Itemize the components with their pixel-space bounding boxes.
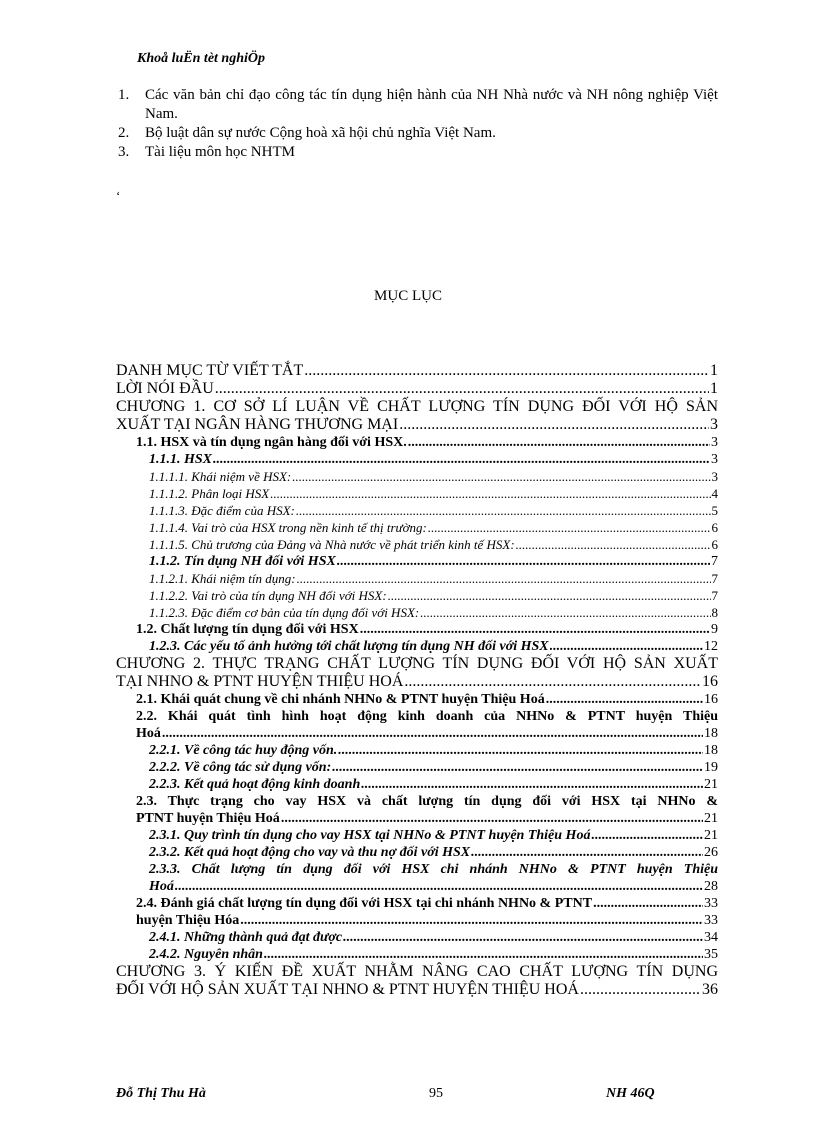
- toc-entry-text: XUẤT TẠI NGÂN HÀNG THƯƠNG MẠI: [116, 416, 399, 433]
- toc-entry: [116, 793, 718, 827]
- toc-page-number: 3: [711, 469, 718, 484]
- dot-leader: [162, 725, 703, 742]
- dot-leader: [420, 604, 710, 621]
- toc-entry: [116, 570, 718, 587]
- toc-entry-text: 1.1.1.3. Đặc điểm của HSX:: [149, 503, 295, 518]
- toc-entry: [116, 929, 718, 946]
- dot-leader: [240, 912, 703, 929]
- dot-leader: [546, 691, 703, 708]
- toc-entry: [116, 536, 718, 553]
- dot-leader: [304, 362, 709, 380]
- document-header: Khoå luËn tèt nghiÖp: [137, 51, 265, 66]
- dot-leader: [408, 434, 710, 451]
- toc-entry-text: DANH MỤC TỪ VIẾT TẮT: [116, 362, 304, 379]
- dot-leader: [296, 502, 711, 519]
- toc-entry-text-line1: CHƯƠNG 2. THỰC TRẠNG CHẤT LƯỢNG TÍN DỤNG ĐỐI VỚI HỘ SẢN XUẤT: [116, 655, 718, 672]
- toc-page-number: 21: [704, 811, 718, 826]
- toc-entry-text: 2.4.2. Nguyên nhân: [149, 947, 263, 962]
- footer-author: Đỗ Thị Thu Hà: [116, 1086, 206, 1101]
- toc-entry-text: 2.4.1. Những thành quả đạt được: [149, 930, 343, 945]
- toc-entry: [116, 742, 718, 759]
- toc-page-number: 4: [711, 486, 718, 501]
- toc-page-number: 21: [704, 777, 718, 792]
- toc-page-number: 21: [704, 828, 718, 843]
- toc-entry-text: 1.2. Chất lượng tín dụng đối với HSX: [136, 622, 359, 637]
- toc-entry: [116, 655, 718, 691]
- footer-class: NH 46Q: [606, 1086, 655, 1101]
- dot-leader: [399, 416, 709, 434]
- dot-leader: [297, 570, 711, 587]
- reference-number: 2.: [118, 125, 130, 141]
- toc-entry: [116, 380, 718, 398]
- toc-entry-text-line1: 2.3. Thực trạng cho vay HSX và chất lượng tín dụng đối với HSX tại NHNo &: [136, 794, 718, 809]
- toc-entry: [116, 776, 718, 793]
- toc-page-number: 19: [704, 760, 718, 775]
- dot-leader: [404, 673, 701, 691]
- reference-item: [118, 124, 718, 143]
- toc-page-number: 7: [711, 571, 718, 586]
- reference-list: [118, 86, 718, 162]
- toc-page-number: 16: [704, 692, 718, 707]
- toc-entry-text: 1.1.2.2. Vai trò của tín dụng NH đối với HSX:: [149, 588, 387, 603]
- toc-entry: [116, 691, 718, 708]
- toc-entry: [116, 946, 718, 963]
- toc-entry: [116, 519, 718, 536]
- toc-entry: [116, 604, 718, 621]
- toc-entry: [116, 759, 718, 776]
- toc-entry: [116, 844, 718, 861]
- toc-entry-text-line1: CHƯƠNG 3. Ý KIẾN ĐỀ XUẤT NHẰM NÂNG CAO CHẤT LƯỢNG TÍN DỤNG: [116, 963, 718, 980]
- toc-page-number: 33: [704, 913, 718, 928]
- toc-entry-text: 1.1.1.4. Vai trò của HSX trong nền kinh tế thị trường:: [149, 520, 427, 535]
- toc-entry: [116, 708, 718, 742]
- dot-leader: [580, 981, 701, 999]
- reference-number: 1.: [118, 87, 130, 103]
- dot-leader: [516, 536, 711, 553]
- toc-entry: [116, 963, 718, 999]
- dot-leader: [343, 929, 703, 946]
- dot-leader: [593, 895, 703, 912]
- toc-entry-text: 1.1.1.1. Khái niệm về HSX:: [149, 469, 292, 484]
- footer-page-number: 95: [429, 1086, 443, 1101]
- toc-page-number: 3: [710, 416, 718, 433]
- toc-page-number: 6: [711, 537, 718, 552]
- reference-number: 3.: [118, 144, 130, 160]
- toc-entry: [116, 502, 718, 519]
- dot-leader: [292, 468, 710, 485]
- toc-page-number: 33: [704, 896, 718, 911]
- toc-entry-text-line1: CHƯƠNG 1. CƠ SỞ LÍ LUẬN VỀ CHẤT LƯỢNG TÍN DỤNG ĐỐI VỚI HỘ SẢN: [116, 398, 718, 415]
- toc-entry-text: LỜI NÓI ĐẦU: [116, 380, 214, 397]
- dot-leader: [270, 485, 710, 502]
- toc-entry-text: huyện Thiệu Hóa: [136, 913, 240, 928]
- toc-entry-text: TẠI NHNO & PTNT HUYỆN THIỆU HOÁ: [116, 673, 404, 690]
- dot-leader: [550, 638, 703, 655]
- dot-leader: [281, 810, 703, 827]
- toc-entry-text: 1.1.1. HSX: [149, 452, 213, 467]
- toc-entry-text: 2.3.2. Kết quả hoạt động cho vay và thu nợ đối với HSX: [149, 845, 471, 860]
- toc-entry-text: 1.1.2. Tín dụng NH đối với HSX: [149, 554, 336, 569]
- dot-leader: [388, 587, 711, 604]
- dot-leader: [428, 519, 711, 536]
- toc-entry: [116, 434, 718, 451]
- toc-title: MỤC LỤC: [374, 288, 442, 304]
- toc-entry-text: 2.2.1. Về công tác huy động vốn.: [149, 743, 338, 758]
- toc-page-number: 16: [702, 673, 718, 690]
- toc-entry-text: 1.1.1.2. Phân loại HSX: [149, 486, 270, 501]
- toc-entry-text: 2.1. Khái quát chung về chi nhánh NHNo & PTNT huyện Thiệu Hoá: [136, 692, 545, 707]
- toc-entry-text: ĐỐI VỚI HỘ SẢN XUẤT TẠI NHNO & PTNT HUYỆN THIỆU HOÁ: [116, 981, 579, 998]
- toc-entry-text: 2.4. Đánh giá chất lượng tín dụng đối với HSX tại chi nhánh NHNo & PTNT: [136, 896, 593, 911]
- toc-page-number: 1: [710, 362, 718, 379]
- dot-leader: [215, 380, 709, 398]
- toc-page-number: 18: [704, 743, 718, 758]
- dot-leader: [591, 827, 703, 844]
- toc-entry: [116, 485, 718, 502]
- dot-leader: [264, 946, 703, 963]
- dot-leader: [213, 451, 710, 468]
- toc-page-number: 3: [711, 452, 718, 467]
- toc-page-number: 7: [711, 554, 718, 569]
- reference-item: [118, 143, 718, 162]
- toc-entry-text: PTNT huyện Thiệu Hoá: [136, 811, 280, 826]
- toc-page-number: 35: [704, 947, 718, 962]
- toc-entry: [116, 451, 718, 468]
- toc-entry-text-line1: 2.2. Khái quát tình hình hoạt động kinh doanh của NHNo & PTNT huyện Thiệu: [136, 709, 718, 724]
- toc-page-number: 1: [710, 380, 718, 397]
- toc-page-number: 5: [711, 503, 718, 518]
- toc-entry-text: 1.2.3. Các yếu tố ảnh hưởng tới chất lượng tín dụng NH đối với HSX: [149, 639, 549, 654]
- toc-entry: [116, 398, 718, 434]
- toc-entry-text: 1.1.1.5. Chủ trương của Đảng và Nhà nước về phát triển kinh tế HSX:: [149, 537, 515, 552]
- toc-entry: [116, 827, 718, 844]
- toc-page-number: 6: [711, 520, 718, 535]
- toc-page-number: 18: [704, 726, 718, 741]
- dot-leader: [361, 776, 703, 793]
- toc-entry-text: 2.2.3. Kết quả hoạt động kinh doanh: [149, 777, 361, 792]
- toc-page-number: 12: [704, 639, 718, 654]
- toc-page-number: 26: [704, 845, 718, 860]
- toc-entry-text: 2.2.2. Về công tác sử dụng vốn:: [149, 760, 332, 775]
- dot-leader: [471, 844, 703, 861]
- dot-leader: [360, 621, 710, 638]
- dot-leader: [175, 878, 703, 895]
- toc-entry: [116, 638, 718, 655]
- toc-entry-text: Hoá: [149, 879, 174, 894]
- toc-entry-text: 1.1. HSX và tín dụng ngân hàng đối với HSX.: [136, 435, 407, 450]
- toc-entry: [116, 587, 718, 604]
- toc-page-number: 34: [704, 930, 718, 945]
- dot-leader: [338, 742, 703, 759]
- toc-entry: [116, 895, 718, 912]
- table-of-contents: [116, 362, 718, 999]
- reference-text: Tài liệu môn học NHTM: [145, 144, 295, 160]
- toc-entry-text: 1.1.2.1. Khái niệm tín dụng:: [149, 571, 296, 586]
- toc-entry: [116, 362, 718, 380]
- toc-entry: [116, 621, 718, 638]
- reference-item: [118, 86, 718, 124]
- toc-entry-text: Hoá: [136, 726, 161, 741]
- toc-page-number: 36: [702, 981, 718, 998]
- dot-leader: [337, 553, 710, 570]
- toc-entry: [116, 553, 718, 570]
- reference-text: Bộ luật dân sự nước Cộng hoà xã hội chủ nghĩa Việt Nam.: [145, 125, 496, 141]
- toc-entry-text: 1.1.2.3. Đặc điểm cơ bản của tín dụng đối với HSX:: [149, 605, 420, 620]
- toc-page-number: 9: [711, 622, 718, 637]
- reference-text: Các văn bản chỉ đạo công tác tín dụng hiện hành của NH Nhà nước và NH nông nghiệp Việt Nam.: [145, 87, 718, 122]
- stray-mark: ‘: [116, 188, 121, 203]
- toc-page-number: 28: [704, 879, 718, 894]
- toc-entry: [116, 912, 718, 929]
- toc-entry: [116, 861, 718, 895]
- dot-leader: [332, 759, 703, 776]
- toc-page-number: 8: [711, 605, 718, 620]
- toc-entry-text: 2.3.1. Quy trình tín dụng cho vay HSX tại NHNo & PTNT huyện Thiệu Hoá: [149, 828, 591, 843]
- toc-page-number: 7: [711, 588, 718, 603]
- toc-page-number: 3: [711, 435, 718, 450]
- toc-entry: [116, 468, 718, 485]
- toc-entry-text-line1: 2.3.3. Chất lượng tín dụng đối với HSX chi nhánh NHNo & PTNT huyện Thiệu: [149, 862, 718, 877]
